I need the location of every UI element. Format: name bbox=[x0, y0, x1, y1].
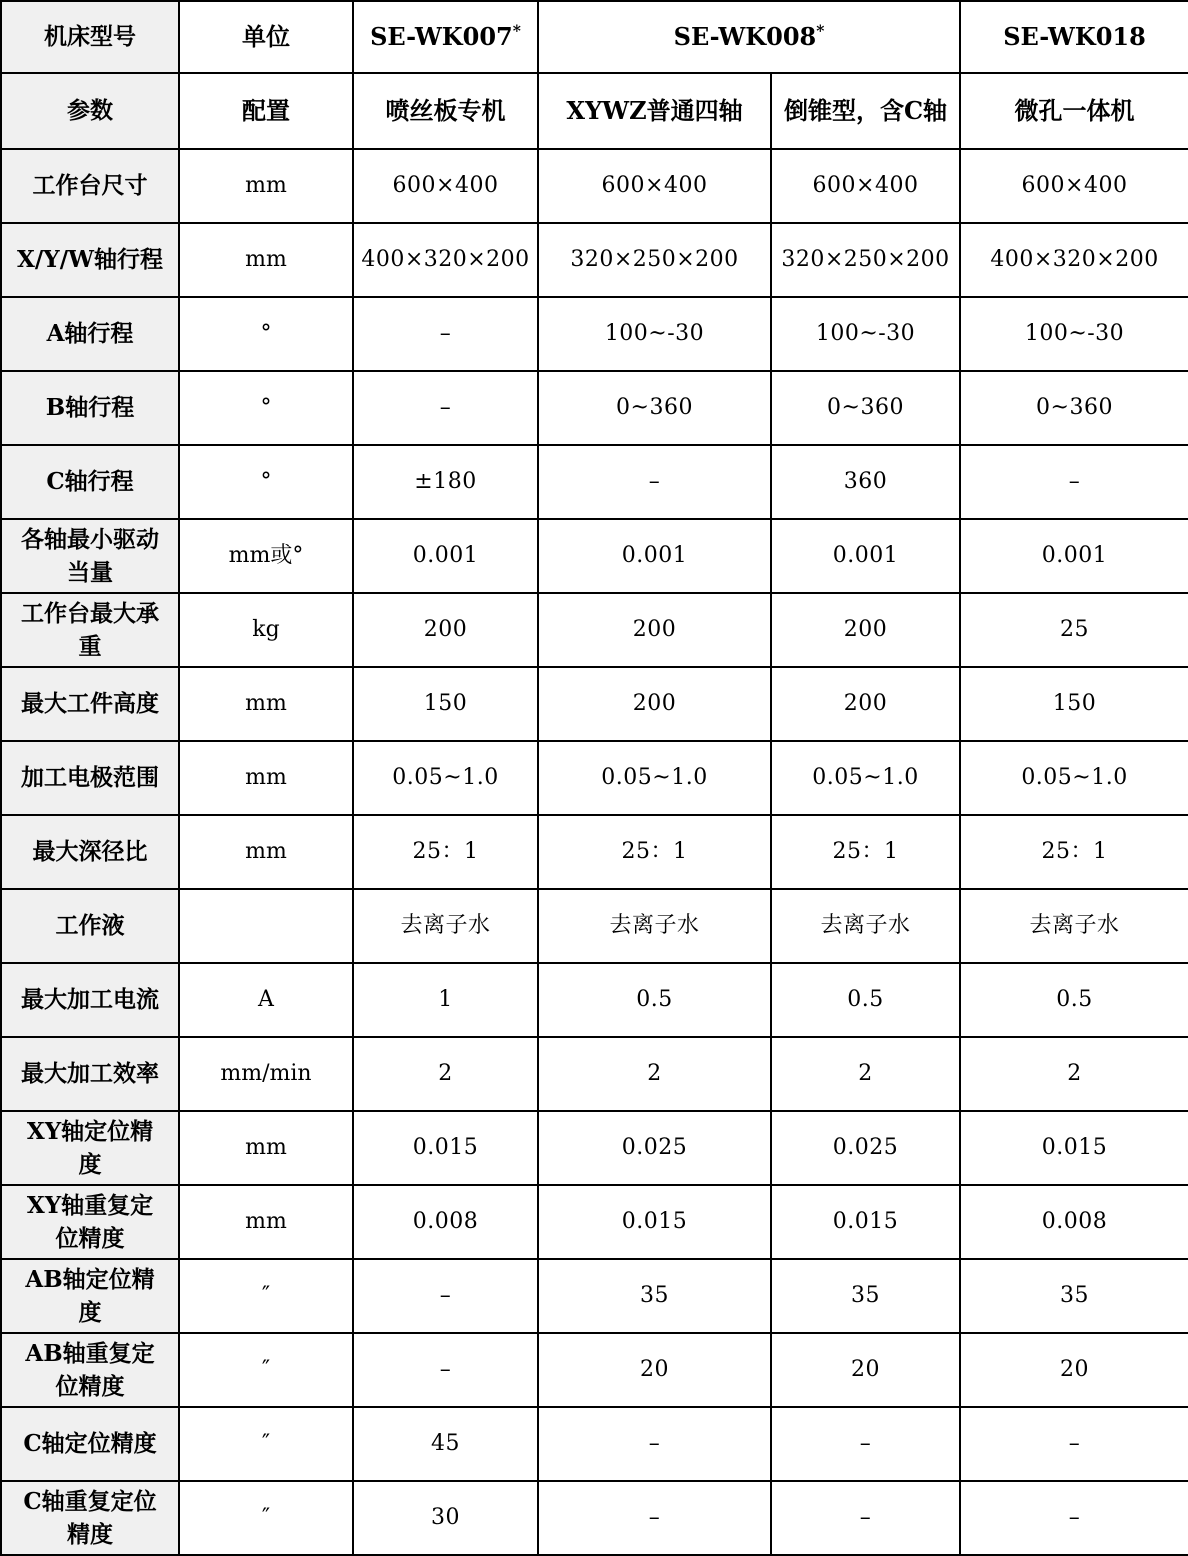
value-cell: 0.001 bbox=[960, 519, 1188, 593]
value-cell: – bbox=[538, 445, 771, 519]
spec-row-ab-repeat-accuracy bbox=[1, 1333, 1188, 1407]
spec-row-c-axis-travel bbox=[1, 445, 1188, 519]
spec-row-ab-positioning-accuracy bbox=[1, 1259, 1188, 1333]
value-cell: 0.008 bbox=[960, 1185, 1188, 1259]
value-cell: – bbox=[353, 1333, 538, 1407]
value-cell: 600×400 bbox=[771, 149, 960, 223]
value-cell: 600×400 bbox=[353, 149, 538, 223]
spec-row-max-machining-current bbox=[1, 963, 1188, 1037]
value-cell: 0.5 bbox=[771, 963, 960, 1037]
value-cell: – bbox=[771, 1481, 960, 1555]
model-name: SE-WK018 bbox=[1003, 21, 1146, 51]
unit-cell: mm或° bbox=[179, 519, 353, 593]
value-cell: 2 bbox=[538, 1037, 771, 1111]
row-label: B轴行程 bbox=[1, 371, 179, 445]
value-cell: 0.05~1.0 bbox=[353, 741, 538, 815]
value-cell: 600×400 bbox=[538, 149, 771, 223]
value-cell: 0.05~1.0 bbox=[771, 741, 960, 815]
unit-cell: mm bbox=[179, 741, 353, 815]
value-cell: – bbox=[960, 1481, 1188, 1555]
value-cell: 100~-30 bbox=[538, 297, 771, 371]
row-label: 加工电极范围 bbox=[1, 741, 179, 815]
row-label: 工作液 bbox=[1, 889, 179, 963]
spec-row-min-drive-increment bbox=[1, 519, 1188, 593]
spec-row-electrode-range bbox=[1, 741, 1188, 815]
value-cell: 去离子水 bbox=[538, 889, 771, 963]
value-cell: 320×250×200 bbox=[771, 223, 960, 297]
spec-row-max-workpiece-height bbox=[1, 667, 1188, 741]
unit-cell: ″ bbox=[179, 1407, 353, 1481]
unit-cell bbox=[179, 889, 353, 963]
value-cell: 150 bbox=[960, 667, 1188, 741]
unit-cell: ° bbox=[179, 371, 353, 445]
unit-cell: mm bbox=[179, 149, 353, 223]
unit-cell: mm bbox=[179, 1111, 353, 1185]
value-cell: 0.5 bbox=[960, 963, 1188, 1037]
unit-cell: mm bbox=[179, 1185, 353, 1259]
row-label: 工作台尺寸 bbox=[1, 149, 179, 223]
corner-param-label: 参数 bbox=[1, 73, 179, 149]
value-cell: 400×320×200 bbox=[960, 223, 1188, 297]
row-label: 最大工件高度 bbox=[1, 667, 179, 741]
value-cell: – bbox=[771, 1407, 960, 1481]
model-footnote-asterisk: * bbox=[816, 20, 825, 40]
row-label: AB轴定位精度 bbox=[1, 1259, 179, 1333]
value-cell: 0.001 bbox=[353, 519, 538, 593]
model-se-wk018 bbox=[960, 1, 1188, 73]
row-label: AB轴重复定位精度 bbox=[1, 1333, 179, 1407]
value-cell: – bbox=[353, 297, 538, 371]
value-cell: 20 bbox=[960, 1333, 1188, 1407]
value-cell: 200 bbox=[771, 593, 960, 667]
value-cell: – bbox=[538, 1407, 771, 1481]
value-cell: 0~360 bbox=[771, 371, 960, 445]
unit-cell: ″ bbox=[179, 1259, 353, 1333]
spec-row-a-axis-travel bbox=[1, 297, 1188, 371]
config-cell: 微孔一体机 bbox=[960, 73, 1188, 149]
value-cell: 360 bbox=[771, 445, 960, 519]
corner-model-label: 机床型号 bbox=[1, 1, 179, 73]
row-label: 最大加工效率 bbox=[1, 1037, 179, 1111]
value-cell: 100~-30 bbox=[960, 297, 1188, 371]
value-cell: 35 bbox=[960, 1259, 1188, 1333]
spec-row-b-axis-travel bbox=[1, 371, 1188, 445]
spec-row-max-depth-diameter-ratio bbox=[1, 815, 1188, 889]
value-cell: 35 bbox=[538, 1259, 771, 1333]
unit-cell: mm bbox=[179, 667, 353, 741]
value-cell: 0.001 bbox=[538, 519, 771, 593]
value-cell: 0.015 bbox=[353, 1111, 538, 1185]
unit-cell: mm bbox=[179, 815, 353, 889]
header-row-models bbox=[1, 1, 1188, 73]
config-cell: XYWZ普通四轴 bbox=[538, 73, 771, 149]
value-cell: 25 bbox=[960, 593, 1188, 667]
value-cell: 0.015 bbox=[771, 1185, 960, 1259]
value-cell: 25：1 bbox=[538, 815, 771, 889]
spec-row-worktable-size bbox=[1, 149, 1188, 223]
spec-row-max-machining-efficiency bbox=[1, 1037, 1188, 1111]
value-cell: 0.05~1.0 bbox=[538, 741, 771, 815]
value-cell: 去离子水 bbox=[353, 889, 538, 963]
row-label: 最大深径比 bbox=[1, 815, 179, 889]
corner-config-label: 配置 bbox=[179, 73, 353, 149]
value-cell: 0~360 bbox=[960, 371, 1188, 445]
row-label: 各轴最小驱动当量 bbox=[1, 519, 179, 593]
unit-cell: kg bbox=[179, 593, 353, 667]
row-label: XY轴重复定位精度 bbox=[1, 1185, 179, 1259]
value-cell: 200 bbox=[353, 593, 538, 667]
value-cell: 25：1 bbox=[771, 815, 960, 889]
model-footnote-asterisk: * bbox=[512, 20, 521, 40]
spec-row-xy-repeat-accuracy bbox=[1, 1185, 1188, 1259]
value-cell: – bbox=[960, 1407, 1188, 1481]
value-cell: 30 bbox=[353, 1481, 538, 1555]
value-cell: 去离子水 bbox=[960, 889, 1188, 963]
value-cell: – bbox=[960, 445, 1188, 519]
value-cell: – bbox=[353, 1259, 538, 1333]
unit-cell: mm bbox=[179, 223, 353, 297]
row-label: C轴行程 bbox=[1, 445, 179, 519]
value-cell: 2 bbox=[353, 1037, 538, 1111]
config-cell: 倒锥型，含C轴 bbox=[771, 73, 960, 149]
value-cell: 0.001 bbox=[771, 519, 960, 593]
value-cell: 25：1 bbox=[353, 815, 538, 889]
unit-cell: ° bbox=[179, 445, 353, 519]
unit-cell: mm/min bbox=[179, 1037, 353, 1111]
value-cell: – bbox=[538, 1481, 771, 1555]
corner-unit-label: 单位 bbox=[179, 1, 353, 73]
spec-row-c-repeat-accuracy bbox=[1, 1481, 1188, 1555]
row-label: A轴行程 bbox=[1, 297, 179, 371]
header-row-configs bbox=[1, 73, 1188, 149]
value-cell: ±180 bbox=[353, 445, 538, 519]
model-name: SE-WK007 bbox=[370, 21, 513, 51]
unit-cell: ° bbox=[179, 297, 353, 371]
value-cell: 200 bbox=[771, 667, 960, 741]
value-cell: 200 bbox=[538, 667, 771, 741]
unit-cell: A bbox=[179, 963, 353, 1037]
unit-cell: ″ bbox=[179, 1333, 353, 1407]
value-cell: 35 bbox=[771, 1259, 960, 1333]
config-cell: 喷丝板专机 bbox=[353, 73, 538, 149]
row-label: 工作台最大承重 bbox=[1, 593, 179, 667]
value-cell: 400×320×200 bbox=[353, 223, 538, 297]
value-cell: 320×250×200 bbox=[538, 223, 771, 297]
unit-cell: ″ bbox=[179, 1481, 353, 1555]
row-label: 最大加工电流 bbox=[1, 963, 179, 1037]
value-cell: 45 bbox=[353, 1407, 538, 1481]
value-cell: 0.5 bbox=[538, 963, 771, 1037]
value-cell: 2 bbox=[960, 1037, 1188, 1111]
row-label: X/Y/W轴行程 bbox=[1, 223, 179, 297]
value-cell: 0.015 bbox=[960, 1111, 1188, 1185]
value-cell: 0.025 bbox=[538, 1111, 771, 1185]
value-cell: 0.008 bbox=[353, 1185, 538, 1259]
spec-row-c-positioning-accuracy bbox=[1, 1407, 1188, 1481]
value-cell: 100~-30 bbox=[771, 297, 960, 371]
value-cell: 去离子水 bbox=[771, 889, 960, 963]
value-cell: 600×400 bbox=[960, 149, 1188, 223]
value-cell: 0.05~1.0 bbox=[960, 741, 1188, 815]
model-se-wk007 bbox=[353, 1, 538, 73]
spec-row-working-fluid bbox=[1, 889, 1188, 963]
spec-row-max-table-load bbox=[1, 593, 1188, 667]
value-cell: – bbox=[353, 371, 538, 445]
value-cell: 1 bbox=[353, 963, 538, 1037]
value-cell: 20 bbox=[771, 1333, 960, 1407]
value-cell: 200 bbox=[538, 593, 771, 667]
spec-row-xyw-travel bbox=[1, 223, 1188, 297]
model-se-wk008 bbox=[538, 1, 960, 73]
value-cell: 2 bbox=[771, 1037, 960, 1111]
spec-row-xy-positioning-accuracy bbox=[1, 1111, 1188, 1185]
row-label: XY轴定位精度 bbox=[1, 1111, 179, 1185]
value-cell: 150 bbox=[353, 667, 538, 741]
row-label: C轴定位精度 bbox=[1, 1407, 179, 1481]
value-cell: 20 bbox=[538, 1333, 771, 1407]
value-cell: 25：1 bbox=[960, 815, 1188, 889]
row-label: C轴重复定位精度 bbox=[1, 1481, 179, 1555]
model-name: SE-WK008 bbox=[673, 21, 817, 51]
value-cell: 0.025 bbox=[771, 1111, 960, 1185]
value-cell: 0~360 bbox=[538, 371, 771, 445]
value-cell: 0.015 bbox=[538, 1185, 771, 1259]
